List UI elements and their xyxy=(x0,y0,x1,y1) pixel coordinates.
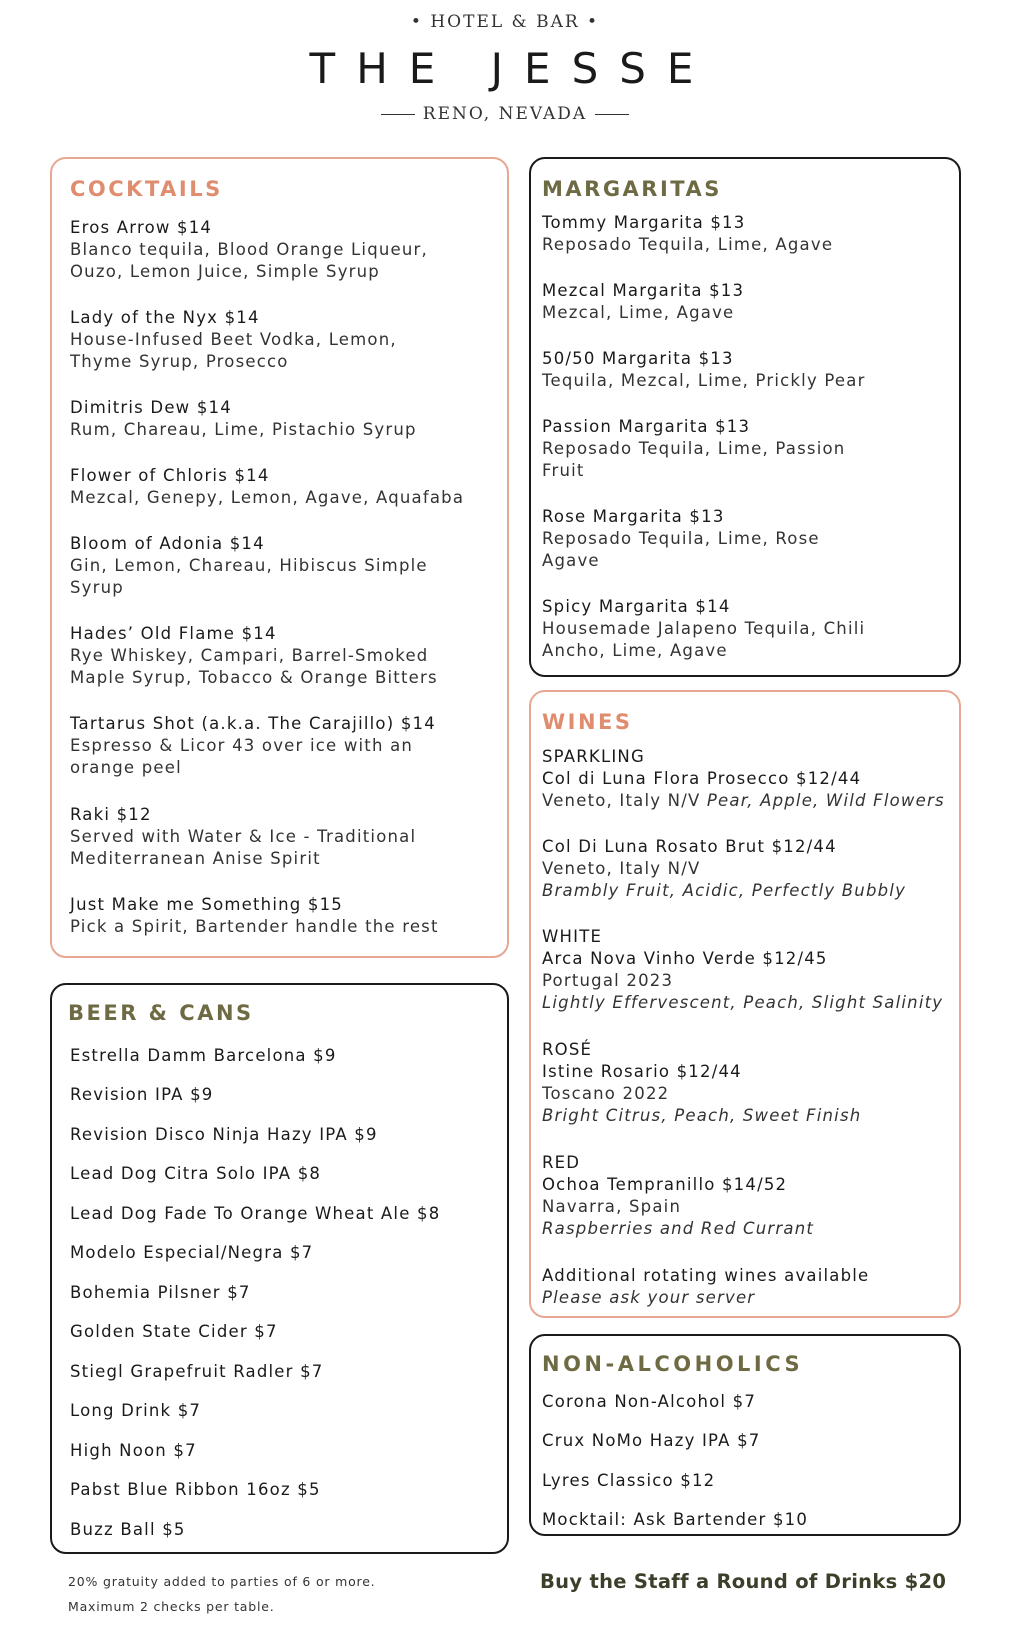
margarita-item xyxy=(542,212,949,256)
cocktail-item xyxy=(70,307,497,373)
non-alcoholics-heading: NON-ALCOHOLICS xyxy=(542,1352,804,1376)
item-name: Lady of the Nyx $14 xyxy=(70,308,260,327)
cocktail-item xyxy=(70,533,497,599)
item-desc: Served with Water & Ice - Traditional xyxy=(70,827,417,846)
wine-entry xyxy=(542,836,949,902)
margarita-item xyxy=(542,280,949,324)
wine-name: Ochoa Tempranillo $14/52 xyxy=(542,1175,788,1194)
wine-group-white xyxy=(542,926,959,1014)
beer-heading: BEER & CANS xyxy=(68,1001,254,1025)
item-name: Spicy Margarita $14 xyxy=(542,597,731,616)
checks-note: Maximum 2 checks per table. xyxy=(68,1599,275,1614)
wine-category: ROSÉ xyxy=(542,1040,593,1059)
wine-notes: Pear, Apple, Wild Flowers xyxy=(706,791,945,810)
item-desc: Tequila, Mezcal, Lime, Prickly Pear xyxy=(542,371,866,390)
wine-notes: Bright Citrus, Peach, Sweet Finish xyxy=(542,1106,862,1125)
item-desc: Gin, Lemon, Chareau, Hibiscus Simple xyxy=(70,556,428,575)
wine-name: Istine Rosario $12/44 xyxy=(542,1062,742,1081)
item-name: Just Make me Something $15 xyxy=(70,895,343,914)
wine-notes: Lightly Effervescent, Peach, Slight Salinity xyxy=(542,993,944,1012)
item-name: Hades’ Old Flame $14 xyxy=(70,624,277,643)
cocktail-item xyxy=(70,465,497,509)
rotating-text: Additional rotating wines available xyxy=(542,1266,870,1285)
item-desc: Syrup xyxy=(70,578,124,597)
item-desc: Fruit xyxy=(542,461,585,480)
na-item: Lyres Classico $12 xyxy=(542,1471,716,1490)
item-name: Tommy Margarita $13 xyxy=(542,213,746,232)
item-desc: Reposado Tequila, Lime, Agave xyxy=(542,235,834,254)
item-desc: Mezcal, Lime, Agave xyxy=(542,303,735,322)
item-desc: Maple Syrup, Tobacco & Orange Bitters xyxy=(70,668,438,687)
divider xyxy=(381,114,415,115)
beer-item: Lead Dog Fade To Orange Wheat Ale $8 xyxy=(70,1204,441,1223)
item-name: Raki $12 xyxy=(70,805,152,824)
item-desc: House-Infused Beet Vodka, Lemon, xyxy=(70,330,397,349)
beer-item: Buzz Ball $5 xyxy=(70,1520,186,1539)
beer-item: Modelo Especial/Negra $7 xyxy=(70,1243,314,1262)
beer-item: Bohemia Pilsner $7 xyxy=(70,1283,251,1302)
wine-category: SPARKLING xyxy=(542,747,645,766)
cocktail-item xyxy=(70,804,497,870)
item-name: Passion Margarita $13 xyxy=(542,417,751,436)
cocktail-item xyxy=(70,894,497,938)
venue-location xyxy=(0,104,1010,124)
item-desc: Ouzo, Lemon Juice, Simple Syrup xyxy=(70,262,380,281)
item-desc: Ancho, Lime, Agave xyxy=(542,641,728,660)
cocktail-item xyxy=(70,217,497,283)
item-desc: Mezcal, Genepy, Lemon, Agave, Aquafaba xyxy=(70,488,465,507)
cocktail-item xyxy=(70,397,497,441)
wines-heading: WINES xyxy=(542,710,633,734)
wine-origin-notes xyxy=(542,790,959,812)
item-desc: Reposado Tequila, Lime, Rose xyxy=(542,529,820,548)
wines-section xyxy=(529,690,961,1318)
location-text: RENO, NEVADA xyxy=(422,104,588,124)
gratuity-note: 20% gratuity added to parties of 6 or more. xyxy=(68,1574,376,1589)
item-desc: Rye Whiskey, Campari, Barrel-Smoked xyxy=(70,646,429,665)
hotel-bar-tagline: • HOTEL & BAR • xyxy=(410,12,600,32)
margaritas-heading: MARGARITAS xyxy=(542,177,722,201)
beer-item: Pabst Blue Ribbon 16oz $5 xyxy=(70,1480,321,1499)
margarita-item xyxy=(542,348,949,392)
cocktail-item xyxy=(70,623,497,689)
beer-item: Revision Disco Ninja Hazy IPA $9 xyxy=(70,1125,378,1144)
item-desc: Mediterranean Anise Spirit xyxy=(70,849,321,868)
item-desc: Pick a Spirit, Bartender handle the rest xyxy=(70,917,439,936)
na-item: Corona Non-Alcohol $7 xyxy=(542,1392,757,1411)
na-item: Mocktail: Ask Bartender $10 xyxy=(542,1510,809,1529)
divider xyxy=(595,114,629,115)
item-name: Rose Margarita $13 xyxy=(542,507,725,526)
item-name: Eros Arrow $14 xyxy=(70,218,213,237)
item-name: Bloom of Adonia $14 xyxy=(70,534,265,553)
cocktails-heading: COCKTAILS xyxy=(70,177,223,201)
wine-name: Col Di Luna Rosato Brut $12/44 xyxy=(542,837,837,856)
wine-category: WHITE xyxy=(542,927,603,946)
item-desc: Housemade Jalapeno Tequila, Chili xyxy=(542,619,866,638)
wine-name: Col di Luna Flora Prosecco $12/44 xyxy=(542,769,862,788)
wine-origin: Veneto, Italy N/V xyxy=(542,859,701,878)
item-desc: Espresso & Licor 43 over ice with an xyxy=(70,736,414,755)
wine-origin: Portugal 2023 xyxy=(542,971,674,990)
item-desc: Rum, Chareau, Lime, Pistachio Syrup xyxy=(70,420,417,439)
wine-notes: Raspberries and Red Currant xyxy=(542,1219,815,1238)
item-name: 50/50 Margarita $13 xyxy=(542,349,734,368)
item-desc: orange peel xyxy=(70,758,182,777)
item-name: Flower of Chloris $14 xyxy=(70,466,270,485)
beer-item: Golden State Cider $7 xyxy=(70,1322,278,1341)
margarita-item xyxy=(542,416,949,482)
wine-category: RED xyxy=(542,1153,581,1172)
beer-section xyxy=(50,983,509,1554)
wine-origin: Navarra, Spain xyxy=(542,1197,682,1216)
item-name: Tartarus Shot (a.k.a. The Carajillo) $14 xyxy=(70,714,436,733)
beer-item: Lead Dog Citra Solo IPA $8 xyxy=(70,1164,322,1183)
beer-item: Estrella Damm Barcelona $9 xyxy=(70,1046,337,1065)
margarita-item xyxy=(542,506,949,572)
beer-item: Long Drink $7 xyxy=(70,1401,202,1420)
ask-server-text: Please ask your server xyxy=(542,1288,756,1307)
item-name: Mezcal Margarita $13 xyxy=(542,281,745,300)
venue-title: THE JESSE xyxy=(309,44,715,93)
margaritas-section xyxy=(529,157,961,677)
item-desc: Thyme Syrup, Prosecco xyxy=(70,352,289,371)
wine-name: Arca Nova Vinho Verde $12/45 xyxy=(542,949,828,968)
wine-notes: Brambly Fruit, Acidic, Perfectly Bubbly xyxy=(542,881,907,900)
beer-item: Stiegl Grapefruit Radler $7 xyxy=(70,1362,324,1381)
non-alcoholics-section xyxy=(529,1334,961,1536)
wine-group-rose xyxy=(542,1039,949,1127)
cocktails-section xyxy=(50,157,509,958)
na-item: Crux NoMo Hazy IPA $7 xyxy=(542,1431,761,1450)
rotating-wines-note xyxy=(542,1265,949,1309)
wine-origin: Toscano 2022 xyxy=(542,1084,670,1103)
wine-group-red xyxy=(542,1152,949,1240)
beer-item: High Noon $7 xyxy=(70,1441,197,1460)
wine-group-sparkling xyxy=(542,746,959,812)
beer-item: Revision IPA $9 xyxy=(70,1085,214,1104)
staff-round-offer: Buy the Staff a Round of Drinks $20 xyxy=(540,1570,947,1593)
item-name: Dimitris Dew $14 xyxy=(70,398,232,417)
cocktail-item xyxy=(70,713,497,779)
item-desc: Blanco tequila, Blood Orange Liqueur, xyxy=(70,240,428,259)
wine-origin: Veneto, Italy N/V xyxy=(542,791,707,810)
item-desc: Agave xyxy=(542,551,600,570)
margarita-item xyxy=(542,596,949,662)
item-desc: Reposado Tequila, Lime, Passion xyxy=(542,439,846,458)
